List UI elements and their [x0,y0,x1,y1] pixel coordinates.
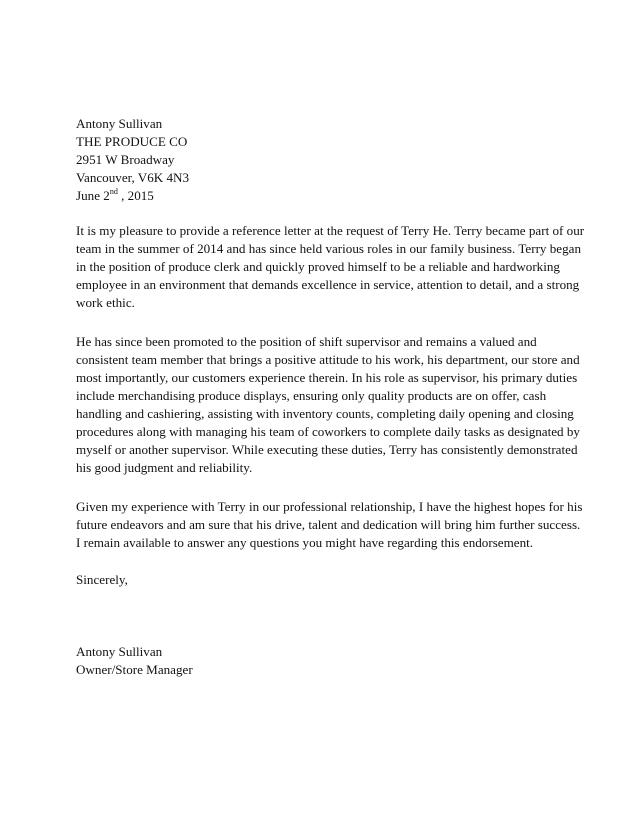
paragraph-line: include merchandising produce displays, ensuring only quality products are on offer, cash [76,388,547,403]
paragraph-line: handling and cashiering, assisting with inventory counts, completing daily opening and closing [76,406,574,421]
date-prefix: June 2 [76,188,110,203]
letter-date [76,187,566,205]
paragraph-line: He has since been promoted to the position of shift supervisor and remains a valued and [76,334,537,349]
paragraph-line: employee in an environment that demands excellence in service, attention to detail, and a strong [76,277,580,292]
sender-company: THE PRODUCE CO [76,134,188,149]
paragraph-line: myself or another supervisor. While executing these duties, Terry has consistently demonstrated [76,442,578,457]
sender-block [76,115,566,205]
paragraph-line: I remain available to answer any questions you might have regarding this endorsement. [76,535,534,550]
date-ordinal-suffix: nd [109,186,118,196]
body-paragraph-2 [76,333,580,477]
body-paragraph-3 [76,498,583,552]
paragraph-line: It is my pleasure to provide a reference letter at the request of Terry He. Terry became part of our [76,223,585,238]
paragraph-line: work ethic. [76,295,135,310]
paragraph-line: his good judgment and reliability. [76,460,253,475]
sender-name: Antony Sullivan [76,116,163,131]
paragraph-line: team in the summer of 2014 and has since held various roles in our family business. Terry began [76,241,582,256]
letter-page [76,115,585,679]
paragraph-line: future endeavors and am sure that his drive, talent and dedication will bring him further success. [76,517,581,532]
paragraph-line: in the position of produce clerk and quickly proved himself to be a reliable and hardworking [76,259,560,274]
sender-city: Vancouver, V6K 4N3 [76,170,190,185]
paragraph-line: procedures along with managing his team of coworkers to complete daily tasks as designated by [76,424,580,439]
sender-street: 2951 W Broadway [76,152,175,167]
date-rest: , 2015 [117,188,154,203]
body-paragraph-1 [76,222,585,312]
paragraph-line: consistent team member that brings a positive attitude to his work, his department, our store and [76,352,580,367]
signer-name: Antony Sullivan [76,644,163,659]
paragraph-line: most importantly, our customers experience therein. In his role as supervisor, his primary duties [76,370,578,385]
paragraph-line: Given my experience with Terry in our professional relationship, I have the highest hopes for his [76,499,583,514]
closing-salutation: Sincerely, [76,572,128,587]
signature-block [76,643,566,679]
signer-title: Owner/Store Manager [76,662,193,677]
